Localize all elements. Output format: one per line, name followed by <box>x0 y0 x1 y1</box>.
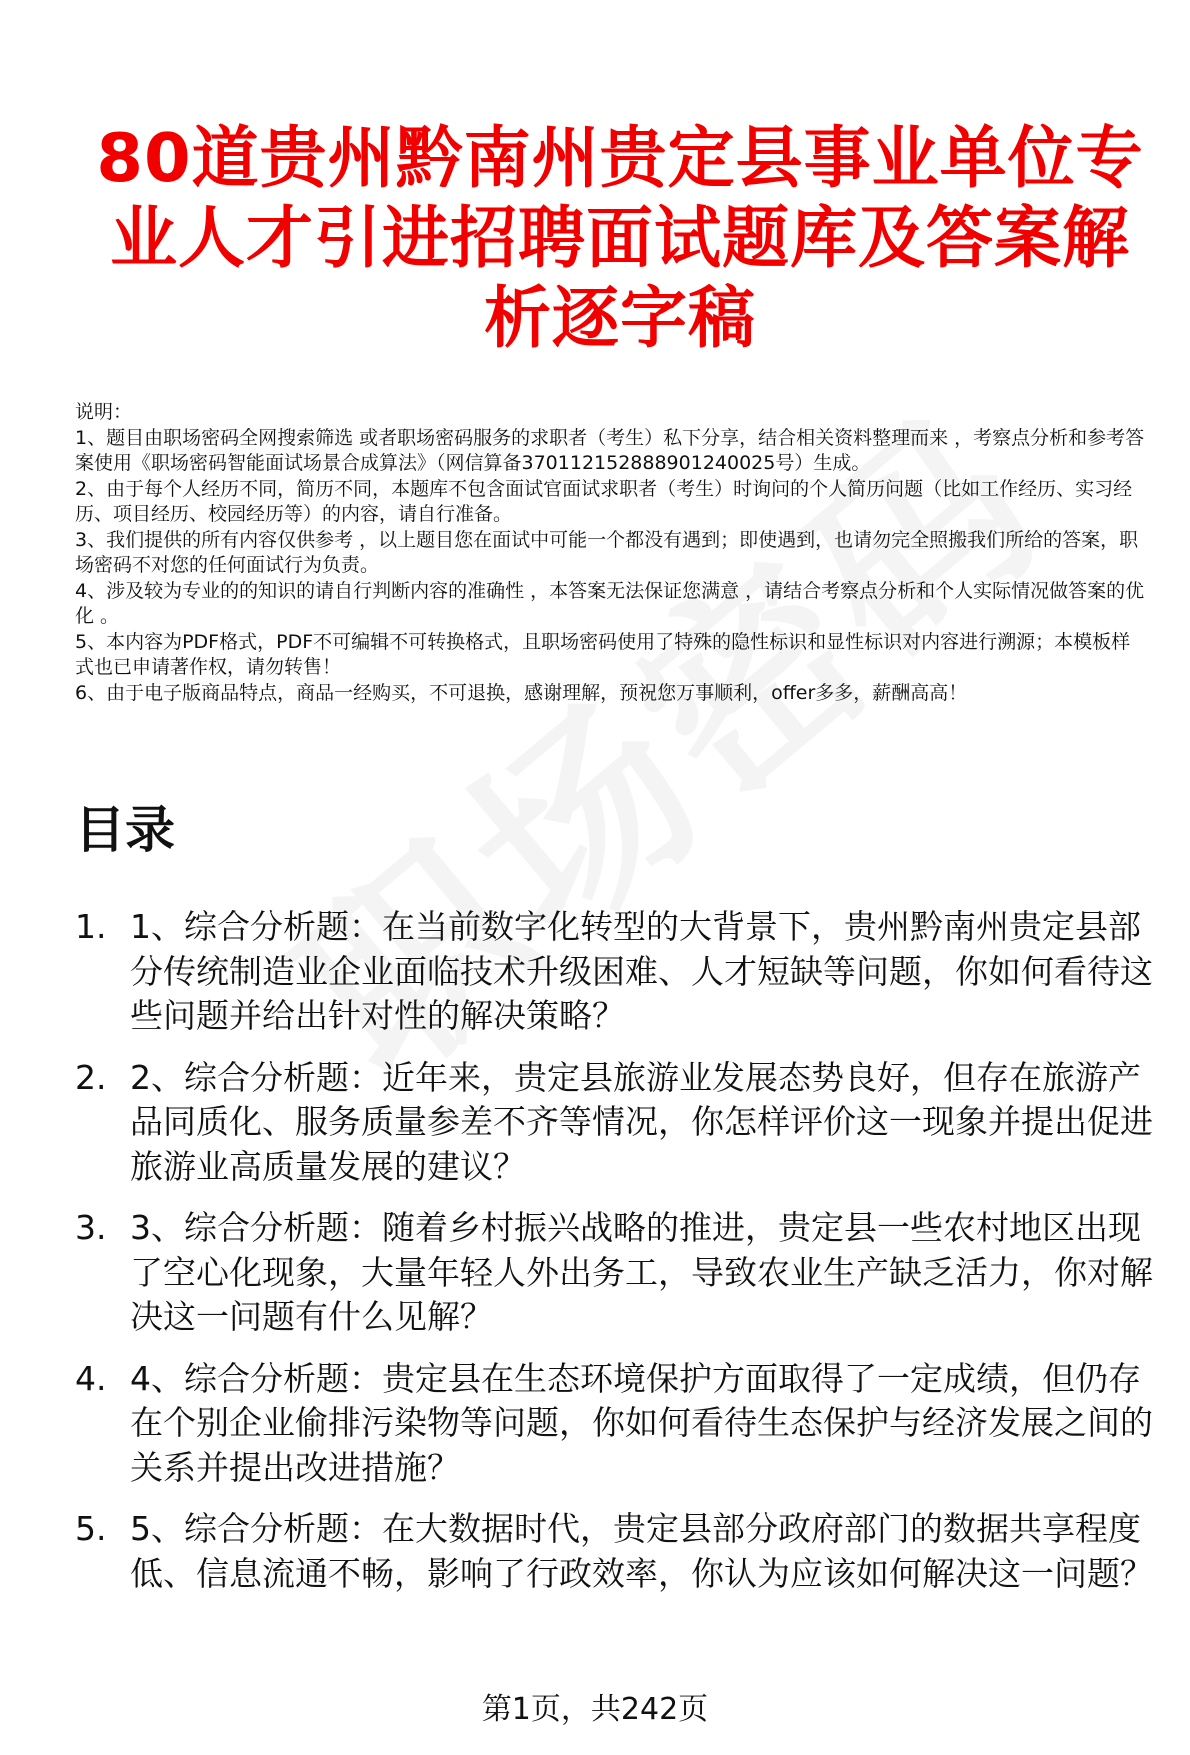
toc-item[interactable] <box>75 1056 1165 1190</box>
toc-item[interactable] <box>75 905 1165 1039</box>
toc-item-text: 2、综合分析题：近年来，贵定县旅游业发展态势良好，但存在旅游产品同质化、服务质量参差不齐等情况，你怎样评价这一现象并提出促进旅游业高质量发展的建议？ <box>130 1057 1153 1186</box>
toc-item[interactable] <box>75 1206 1165 1340</box>
note-item: 4、涉及较为专业的的知识的请自行判断内容的准确性 ，本答案无法保证您满意 ，请结合考察点分析和个人实际情况做答案的优化 。 <box>75 579 1145 627</box>
table-of-contents <box>75 905 1165 1613</box>
note-item: 5、本内容为PDF格式，PDF不可编辑不可转换格式，且职场密码使用了特殊的隐性标识和显性标识对内容进行溯源；本模板样式也已申请著作权，请勿转售！ <box>75 630 1131 678</box>
toc-item-number: 5. <box>75 1509 107 1548</box>
note-item: 3、我们提供的所有内容仅供参考 ，以上题目您在面试中可能一个都没有遇到；即使遇到，也请勿完全照搬我们所给的答案，职场密码不对您的任何面试行为负责。 <box>75 528 1139 576</box>
note-item: 2、由于每个人经历不同，简历不同，本题库不包含面试官面试求职者（考生）时询问的个人简历问题（比如工作经历、实习经历、项目经历、校园经历等）的内容，请自行准备。 <box>75 477 1133 525</box>
toc-item-text: 4、综合分析题：贵定县在生态环境保护方面取得了一定成绩，但仍存在个别企业偷排污染物等问题，你如何看待生态保护与经济发展之间的关系并提出改进措施？ <box>130 1358 1153 1487</box>
document-title: 80道贵州黔南州贵定县事业单位专业人才引进招聘面试题库及答案解析逐字稿 <box>96 119 1144 357</box>
toc-item[interactable] <box>75 1357 1165 1491</box>
toc-item-text: 1、综合分析题：在当前数字化转型的大背景下，贵州黔南州贵定县部分传统制造业企业面临技术升级困难、人才短缺等问题，你如何看待这些问题并给出针对性的解决策略？ <box>130 907 1153 1035</box>
toc-item[interactable] <box>75 1507 1165 1596</box>
toc-item-text: 3、综合分析题：随着乡村振兴战略的推进，贵定县一些农村地区出现了空心化现象，大量年轻人外出务工，导致农业生产缺乏活力，你对解决这一问题有什么见解？ <box>130 1208 1153 1336</box>
page-footer: 第1页，共242页 <box>481 1692 709 1727</box>
notes-heading: 说明： <box>75 401 133 423</box>
toc-heading: 目录 <box>75 801 175 859</box>
note-item: 6、由于电子版商品特点，商品一经购买，不可退换，感谢理解，预祝您万事顺利，offer多多，薪酬高高！ <box>75 681 968 704</box>
toc-item-number: 3. <box>75 1208 107 1247</box>
notes-section <box>75 400 1145 706</box>
toc-item-text: 5、综合分析题：在大数据时代，贵定县部分政府部门的数据共享程度低、信息流通不畅，影响了行政效率，你认为应该如何解决这一问题？ <box>130 1509 1153 1593</box>
toc-item-number: 4. <box>75 1358 107 1398</box>
toc-item-number: 1. <box>75 907 107 946</box>
note-item: 1、题目由职场密码全网搜索筛选 或者职场密码服务的求职者（考生）私下分享，结合相关资料整理而来 ，考察点分析和参考答案使用《职场密码智能面试场景合成算法》（网信算备370112152888901240025号）生成。 <box>75 426 1145 474</box>
toc-item-number: 2. <box>75 1057 107 1097</box>
